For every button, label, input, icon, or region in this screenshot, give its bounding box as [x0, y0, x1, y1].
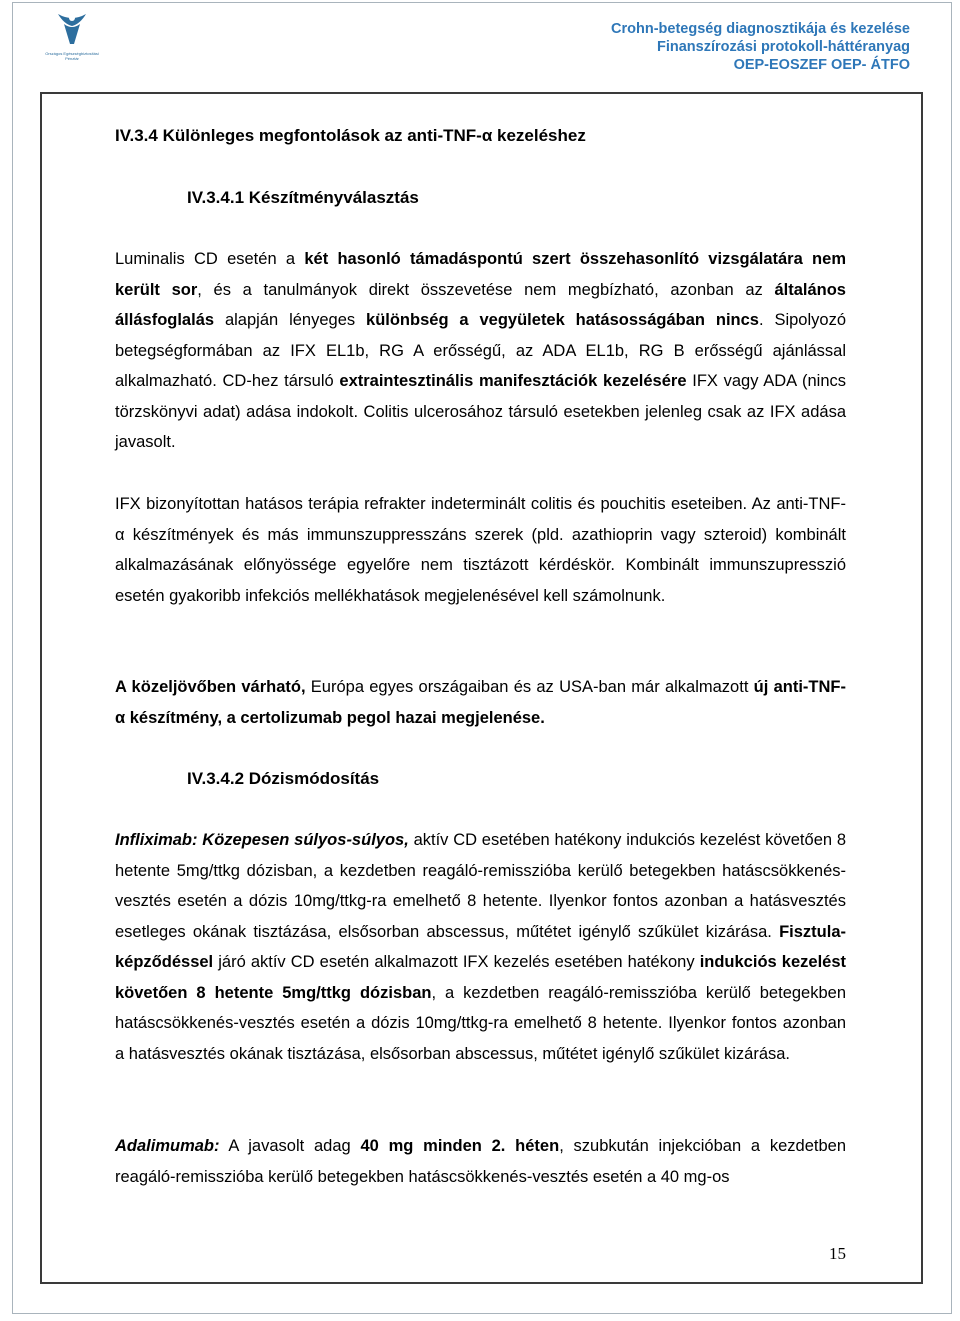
- logo-emblem-icon: [52, 10, 92, 46]
- paragraph-ifx-evidence: IFX bizonyítottan hatásos terápia refrakter indeterminált colitis és pouchitis eseteiben. Az anti-TNF-α készítmények és más immunszuppresszáns szerek (pld. azathioprin vagy szteroid) kombinált alkalmazásának előnyössége egyelőre nem tisztázott kérdéskör. Kombinált immunszupresszió esetén gyakoribb infekciós mellékhatások megjelenésével kell számolnunk.: [115, 495, 846, 605]
- section-heading: IV.3.4 Különleges megfontolások az anti-TNF-α kezeléshez: [115, 126, 586, 145]
- paragraph-infliximab: Infliximab: Közepesen súlyos-súlyos, aktív CD esetében hatékony indukciós kezelést követően 8 hetente 5mg/ttkg dózisban, a kezdetben reagáló-remisszióba kerülő betegekben hatáscsökkenés-vesztés esetén a dózis 10mg/ttkg-ra emelhető 8 hetente. Ilyenkor fontos azonban a hatásvesztés esetleges okának tisztázása, elsősorban abscessus, műtétet igénylő szűkület kizárása. Fisztula-képződéssel járó aktív CD esetén alkalmazott IFX kezelés esetében hatékony indukciós kezelést követően 8 hetente 5mg/ttkg dózisban, a kezdetben reagáló-remisszióba kerülő betegekben hatáscsökkenés-vesztés esetén a dózis 10mg/ttkg-ra emelhető 8 hetente. Ilyenkor fontos azonban a hatásvesztés okának tisztázása, elsősorban abscessus, műtétet igénylő szűkület kizárása.: [115, 831, 847, 1063]
- paragraph-certolizumab: A közeljövőben várható, Európa egyes országaiban és az USA-ban már alkalmazott új anti-TNF-α készítmény, a certolizumab pegol hazai megjelenése.: [115, 678, 846, 727]
- institution-logo: [44, 10, 100, 66]
- header-title: Crohn-betegség diagnosztikája és kezelése: [611, 21, 910, 37]
- paragraph-adalimumab: Adalimumab: A javasolt adag 40 mg minden 2. héten, szubkután injekcióban a kezdetben reagáló-remisszióba kerülő betegekben hatáscsökkenés-vesztés esetén a 40 mg-os: [115, 1137, 847, 1186]
- paragraph-product-choice: Luminalis CD esetén a két hasonló támadáspontú szert összehasonlító vizsgálatára nem került sor, és a tanulmányok direkt összevetése nem megbízható, azonban az általános állásfoglalás alapján lényeges különbség a vegyületek hatásosságában nincs. Sipolyozó betegségformában az IFX EL1b, RG A erősségű, az ADA EL1b, RG B erősségű ajánlással alkalmazható. CD-hez társuló extraintesztinális manifesztációk kezelésére IFX vagy ADA (nincs törzskönyvi adat) adása indokolt. Colitis ulcerosához társuló esetekben jelenleg csak az IFX adása javasolt.: [115, 250, 847, 451]
- logo-text: Országos Egészségbiztosítási Pénztár: [45, 51, 99, 61]
- document-header: [611, 20, 910, 74]
- subsection-heading-1: IV.3.4.1 Készítményválasztás: [187, 188, 419, 207]
- page-number: 15: [829, 1244, 846, 1263]
- header-subtitle: Finanszírozási protokoll-háttéranyag: [657, 39, 910, 55]
- subsection-heading-2: IV.3.4.2 Dózismódosítás: [187, 769, 380, 788]
- header-org: OEP-EOSZEF OEP- ÁTFO: [733, 57, 910, 73]
